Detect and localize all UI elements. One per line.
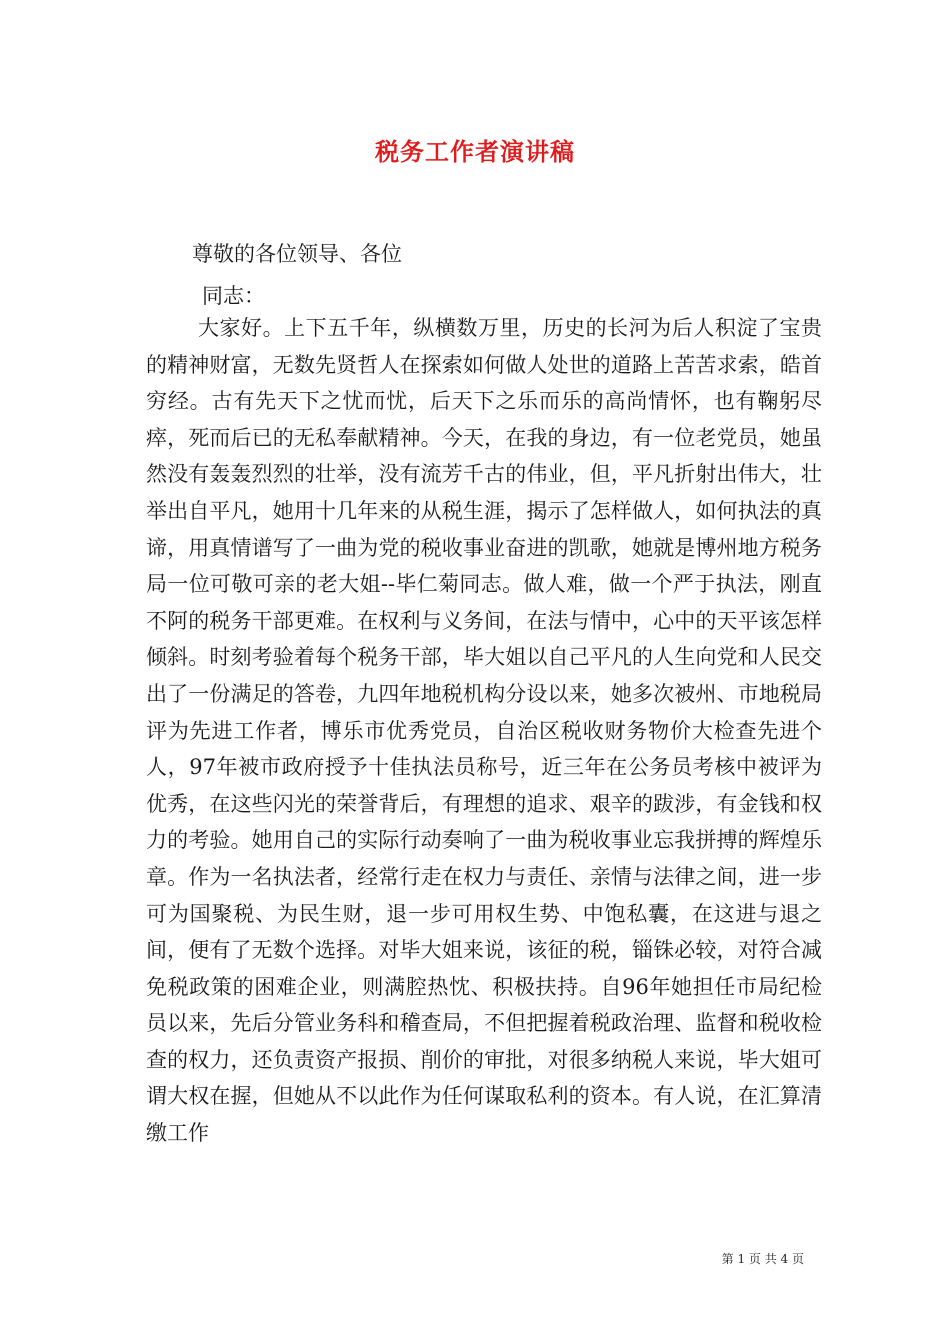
body-paragraph: 大家好。上下五千年，纵横数万里，历史的长河为后人积淀了宝贵的精神财富，无数先贤哲人在探索如何做人处世的道路上苦苦求索，皓首穷经。古有先天下之忧而忧，后天下之乐而乐的高尚情怀，也有鞠躬尽瘁，死而后已的无私奉献精神。今天，在我的身边，有一位老党员，她虽然没有轰轰烈烈的壮举，没有流芳千古的伟业，但，平凡折射出伟大，壮举出自平凡，她用十几年来的从税生涯，揭示了怎样做人，如何执法的真谛，用真情谱写了一曲为党的税收事业奋进的凯歌，她就是博州地方税务局一位可敬可亲的老大姐--毕仁菊同志。做人难，做一个严于执法，刚直不阿的税务干部更难。在权利与义务间，在法与情中，心中的天平该怎样倾斜。时刻考验着每个税务干部，毕大姐以自己平凡的人生向党和人民交出了一份满足的答卷，九四年地税机构分设以来，她多次被州、市地税局评为先进工作者，博乐市优秀党员，自治区税收财务物价大检查先进个人，97年被市政府授予十佳执法员称号，近三年在公务员考核中被评为优秀，在这些闪光的荣誉背后，有理想的追求、艰辛的跋涉，有金钱和权力的考验。她用自己的实际行动奏响了一曲为税收事业忘我拼搏的辉煌乐章。作为一名执法者，经常行走在权力与责任、亲情与法律之间，进一步可为国聚税、为民生财，退一步可用权生势、中饱私囊，在这进与退之间，便有了无数个选择。对毕大姐来说，该征的税，锱铢必较，对符合减免税政策的困难企业，则满腔热忱、积极扶持。自96年她担任市局纪检员以来，先后分管业务科和稽查局，不但把握着税政治理、监督和税收检查的权力，还负责资产报损、削价的审批，对很多纳税人来说，毕大姐可谓大权在握，但她从不以此作为任何谋取私利的资本。有人说，在汇算清缴工作 — [146, 316, 822, 1146]
page-number: 第 1 页 共 4 页 — [721, 1252, 804, 1266]
document-title: 税务工作者演讲稿 — [375, 137, 575, 166]
salutation: 尊敬的各位领导、各位 — [192, 242, 402, 266]
salutation-continuation: 同志： — [202, 284, 265, 308]
